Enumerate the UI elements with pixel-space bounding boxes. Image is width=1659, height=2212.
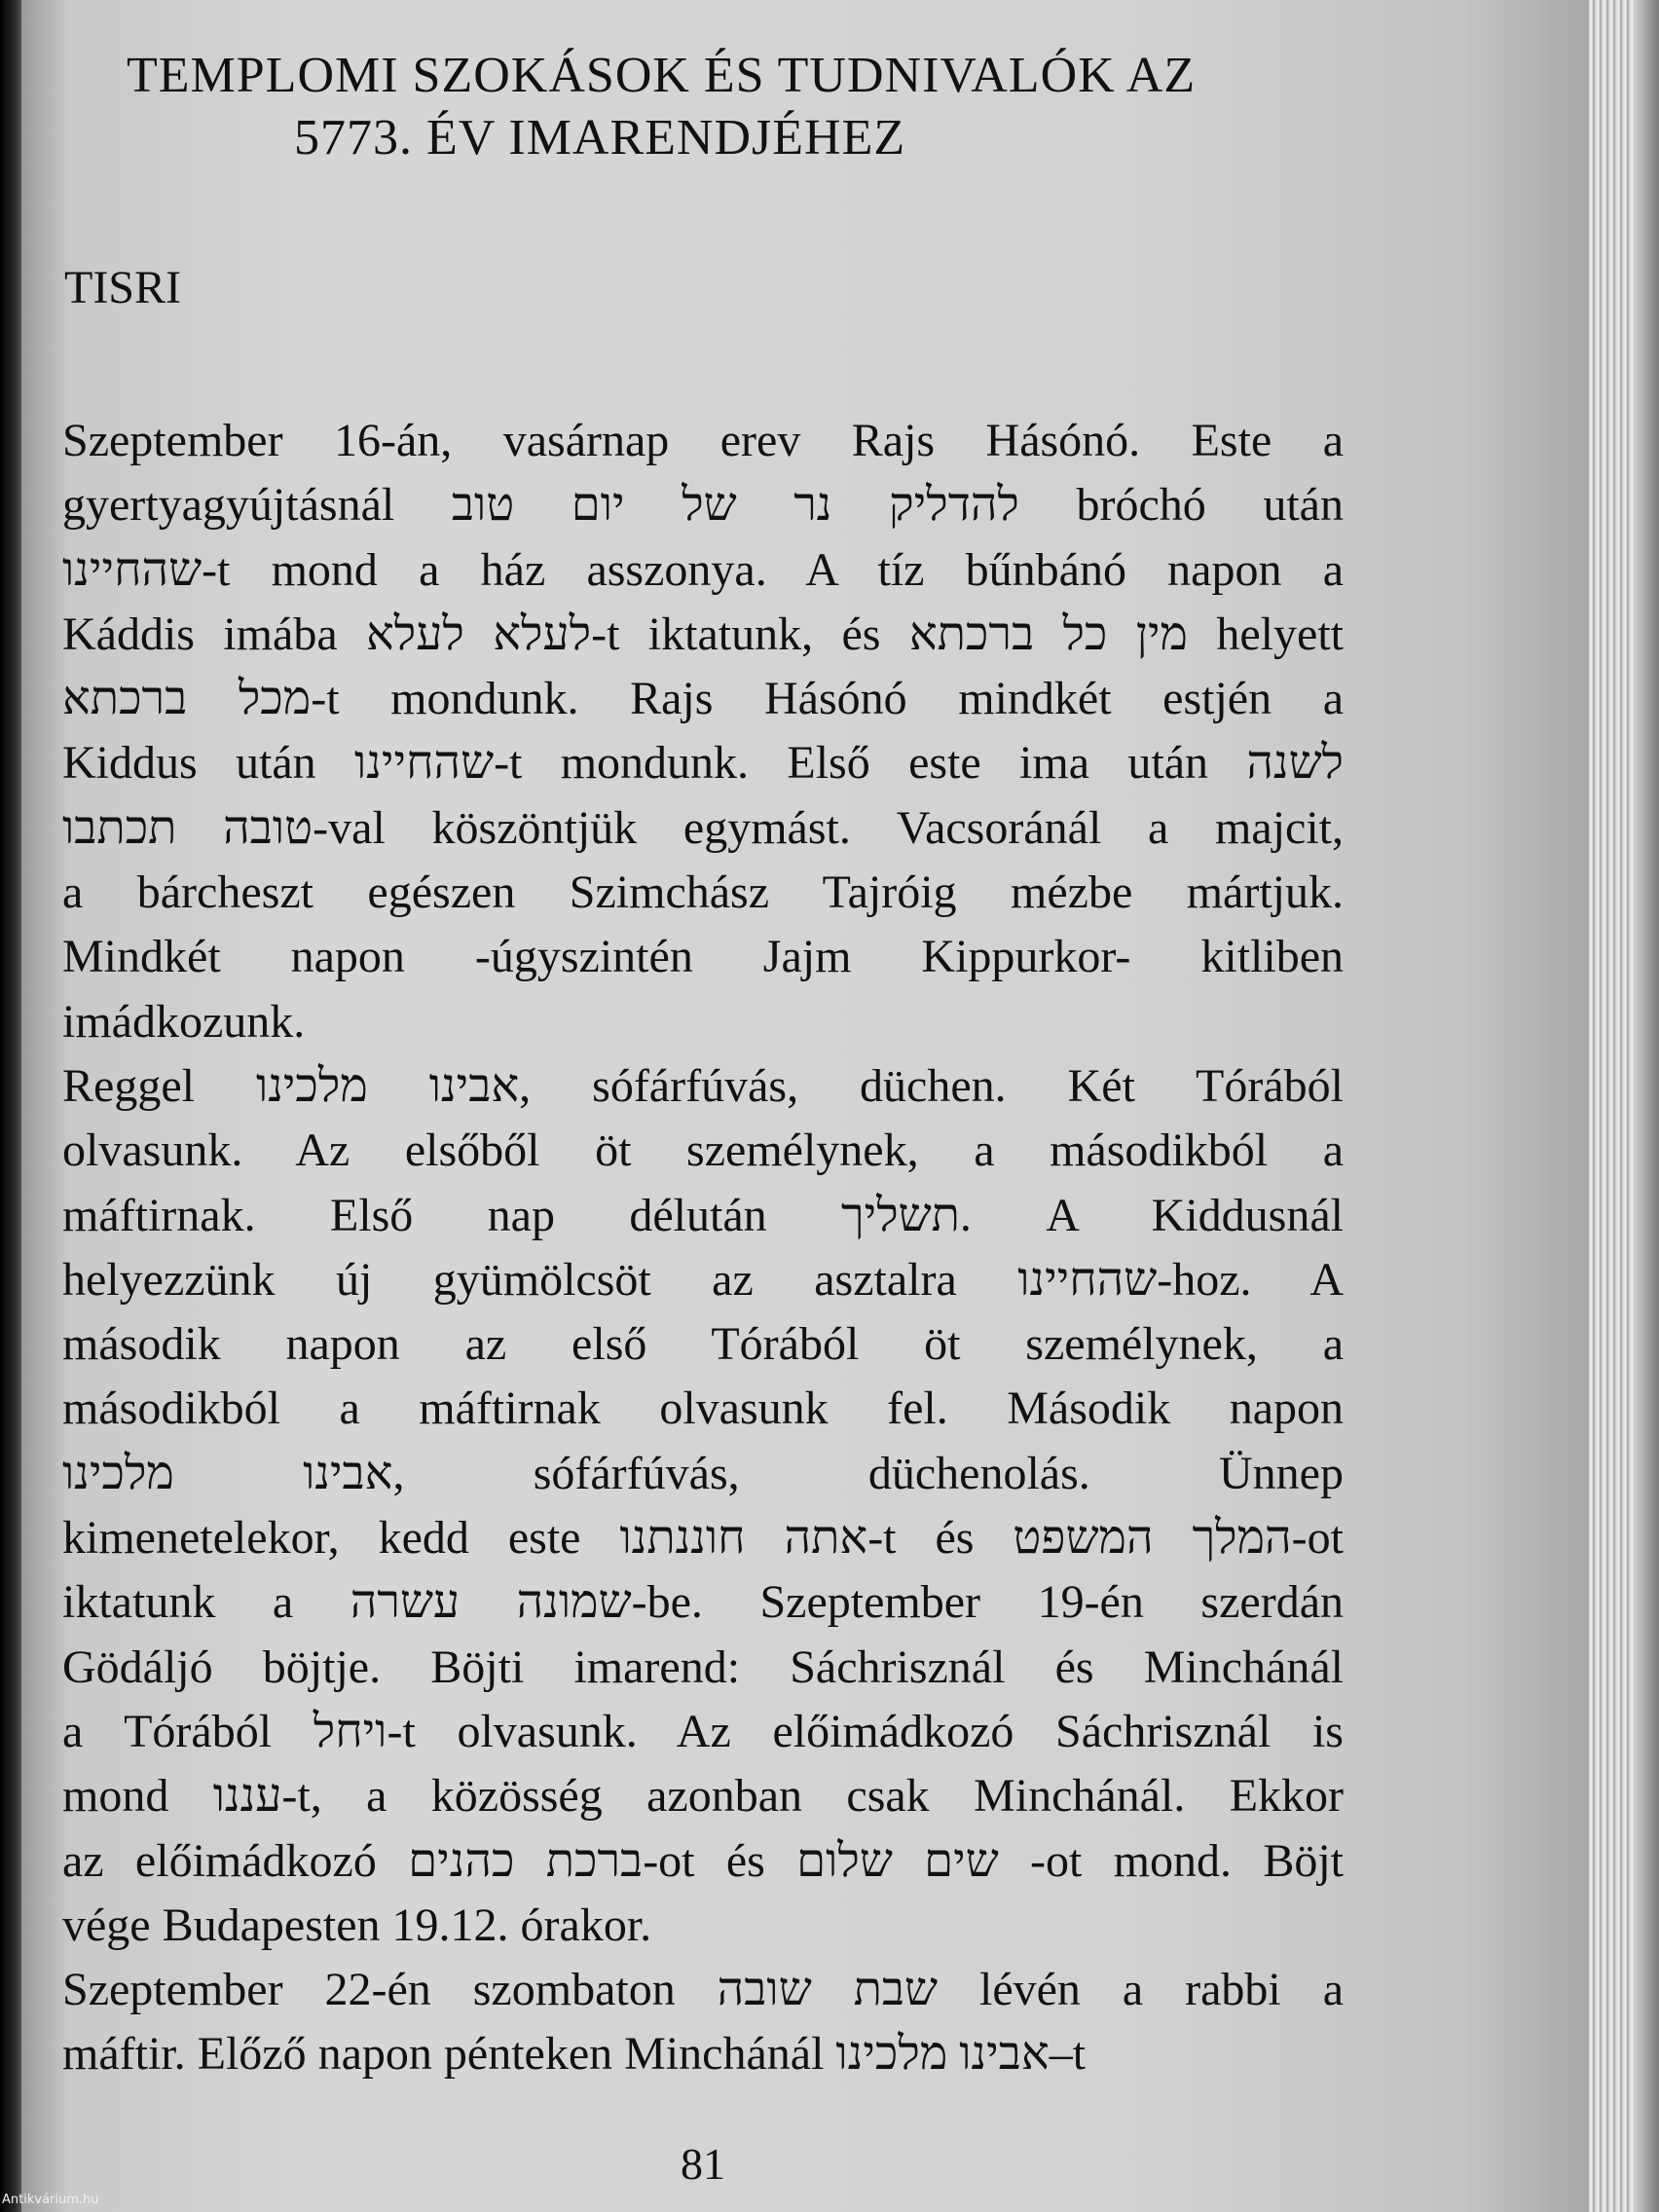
text-line: Szeptember 22-én szombaton שבת שובה lévén a rabbi a <box>62 1964 1344 2016</box>
text-line: imádkozunk. <box>62 995 306 1048</box>
text-line: מכל ברכתא-t mondunk. Rajs Hásónó mindkét estjén a <box>62 673 1344 725</box>
text-line: máftir. Előző napon pénteken Minchánál אבינו מלכינו–t <box>62 2028 1087 2081</box>
body-text <box>62 409 1344 2087</box>
page-edge-shadow <box>1634 0 1659 2212</box>
text-line: vége Budapesten 19.12. órakor. <box>62 1899 652 1951</box>
page-edges <box>1589 0 1659 2212</box>
text-line: kimenetelekor, kedd este אתה חוננתנו-t és המלך המשפט-ot <box>62 1512 1344 1565</box>
title-line-1: TEMPLOMI SZOKÁSOK ÉS TUDNIVALÓK AZ <box>127 48 1197 103</box>
text-line: az előimádkozó ברכת כהנים-ot és שים שלום -ot mond. Böjt <box>62 1834 1344 1887</box>
watermark: Antikvárium.hu <box>2 2193 99 2207</box>
text-line: Mindkét napon -úgyszintén Jajm Kippurkor- kitliben <box>62 931 1344 983</box>
text-line: gyertyagyújtásnál להדליק נר של יום טוב bróchó után <box>62 479 1344 532</box>
text-line: iktatunk a שמונה עשרה-be. Szeptember 19-én szerdán <box>62 1576 1344 1629</box>
text-line: a bárcheszt egészen Szimchász Tajróig mézbe mártjuk. <box>62 866 1344 919</box>
text-line: Reggel אבינו מלכינו, sófárfúvás, düchen. Két Tórából <box>62 1059 1344 1112</box>
text-line: Káddis imába לעלא לעלא-t iktatunk, és מין כל ברכתא helyett <box>62 608 1344 660</box>
text-line: mond עננו-t, a közösség azonban csak Minchánál. Ekkor <box>62 1770 1344 1823</box>
text-line: Gödáljó böjtje. Böjti imarend: Sáchrisznál és Minchánál <box>62 1641 1344 1693</box>
text-line: טובה תכתבו-val köszöntjük egymást. Vacsoránál a majcit, <box>62 801 1344 854</box>
text-line: Kiddus után שהחיינו-t mondunk. Első este ima után לשנה <box>62 737 1344 790</box>
text-line: második napon az első Tórából öt személynek, a <box>62 1318 1344 1371</box>
text-line: máftirnak. Első nap délután תשליך. A Kiddusnál <box>62 1189 1344 1241</box>
page-title <box>127 45 1353 169</box>
text-line: olvasunk. Az elsőből öt személynek, a másodikból a <box>62 1124 1344 1177</box>
text-line: a Tórából ויחל-t olvasunk. Az előimádkozó Sáchrisznál is <box>62 1705 1344 1757</box>
text-line: אבינו מלכינו, sófárfúvás, düchenolás. Ünnep <box>62 1447 1344 1499</box>
text-line: másodikból a máftirnak olvasunk fel. Második napon <box>62 1382 1344 1435</box>
text-line: שהחיינו-t mond a ház asszonya. A tíz bűnbánó napon a <box>62 543 1344 596</box>
section-heading: TISRI <box>64 262 181 313</box>
title-line-2: 5773. ÉV IMARENDJÉHEZ <box>294 110 906 166</box>
text-line: Szeptember 16-án, vasárnap erev Rajs Hásónó. Este a <box>62 415 1344 466</box>
text-line: helyezzünk új gyümölcsöt az asztalra שהחיינו-hoz. A <box>62 1253 1344 1306</box>
page-number: 81 <box>681 2139 725 2189</box>
